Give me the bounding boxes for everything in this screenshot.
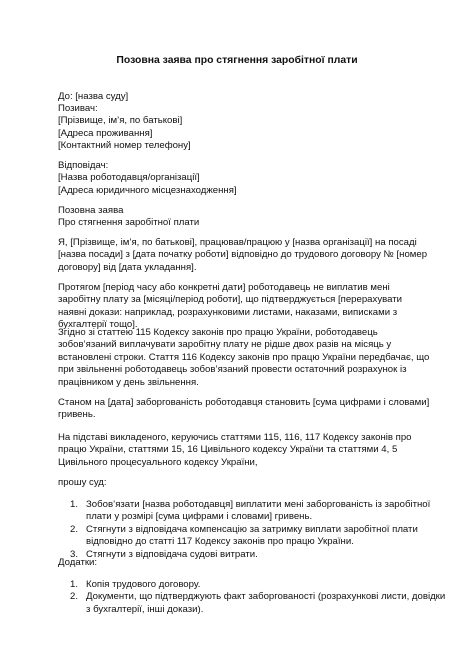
attachment-item [58,579,430,591]
paragraph-employment [58,237,430,274]
list-number: 2. [70,523,79,535]
list-item-text: плати у розмірі [сума цифрами і словами] гривень. [86,511,313,523]
court-block [58,91,430,103]
paragraph-legal-basis [58,327,430,389]
paragraph-text: Протягом [період часу або конкретні дати] роботодавець не виплатив мені заробітну плату за [місяці/період роботи], що підтверджується [перерахувати наявні докази: наприклад, розрахунковими листами, наказами, виписками з бухгалтерії тощо]. [58,282,402,331]
paragraph-debt-amount [58,397,430,422]
plaintiff-address: [Адреса проживання] [58,127,153,139]
list-item-text: Документи, що підтверджують факт заборгованості (розрахункові листи, довідки [86,591,446,603]
list-number: 3. [70,548,79,560]
request-list [58,499,430,561]
list-item-text: Зобов’язати [назва роботодавця] виплатити мені заборгованість із заробітної [86,499,431,510]
doc-type-line1: Позовна заява [58,205,124,216]
defendant-heading: Відповідач: [58,160,109,171]
defendant-block [58,160,430,197]
list-number: 1. [70,579,79,590]
request-heading: прошу суд: [58,477,107,488]
document-title: Позовна заява про стягнення заробітної плати [116,55,358,66]
plaintiff-name: [Прізвище, ім’я, по батькові] [58,115,183,127]
plaintiff-heading: Позивач: [58,103,98,114]
request-heading-block [58,477,430,489]
list-number: 1. [70,499,79,510]
paragraph-text: Я, [Прізвище, ім’я, по батькові], працював/працюю у [назва організації] на посаді [назва посади] з [дата початку роботи] відповідно до трудового договору № [номер договору] від [дата укладання]. [58,237,428,273]
plaintiff-block [58,103,430,153]
paragraph-nonpayment [58,282,430,332]
paragraph-grounds [58,432,430,469]
list-item-text: з бухгалтерії, інші докази). [86,603,204,615]
doc-type-block [58,205,430,230]
request-item [58,524,430,549]
defendant-address: [Адреса юридичного місцезнаходження] [58,184,237,196]
list-number: 2. [70,591,79,603]
list-item-text: Копія трудового договору. [86,579,201,590]
request-item [58,499,430,524]
attachments-list [58,579,446,616]
plaintiff-phone: [Контактний номер телефону] [58,140,191,152]
paragraph-text: Згідно зі статтею 115 Кодексу законів про працю України, роботодавець зобов’язаний виплачувати заробітну плату не рідше двох разів на місяць у встановлені строки. Стаття 116 Кодексу законів про працю України передбачає, що при звільненні роботодавець зобов’язаний провести остаточний розрахунок із працівником у день звільнення. [58,327,430,388]
list-item-text: Стягнути з відповідача судові витрати. [86,548,258,560]
list-item-text: відповідно до статті 117 Кодексу законів про працю України. [86,536,354,548]
doc-type-line2: Про стягнення заробітної плати [58,217,200,229]
list-item-text: Стягнути з відповідача компенсацію за затримку виплати заробітної плати [86,523,418,535]
paragraph-text: Станом на [дата] заборгованість роботодавця становить [сума цифрами і словами] гривень. [58,397,430,421]
defendant-name: [Назва роботодавця/організації] [58,172,200,184]
attachment-item [58,591,446,616]
paragraph-text: На підставі викладеного, керуючись статтями 115, 116, 117 Кодексу законів про працю України, статтями 15, 16 Цивільного кодексу України та статтями 4, 5 Цивільного процесуального кодексу України, [58,432,412,468]
attachments-heading-block [58,557,430,569]
court-line: До: [назва суду] [58,91,129,102]
attachments-heading: Додатки: [58,557,98,568]
